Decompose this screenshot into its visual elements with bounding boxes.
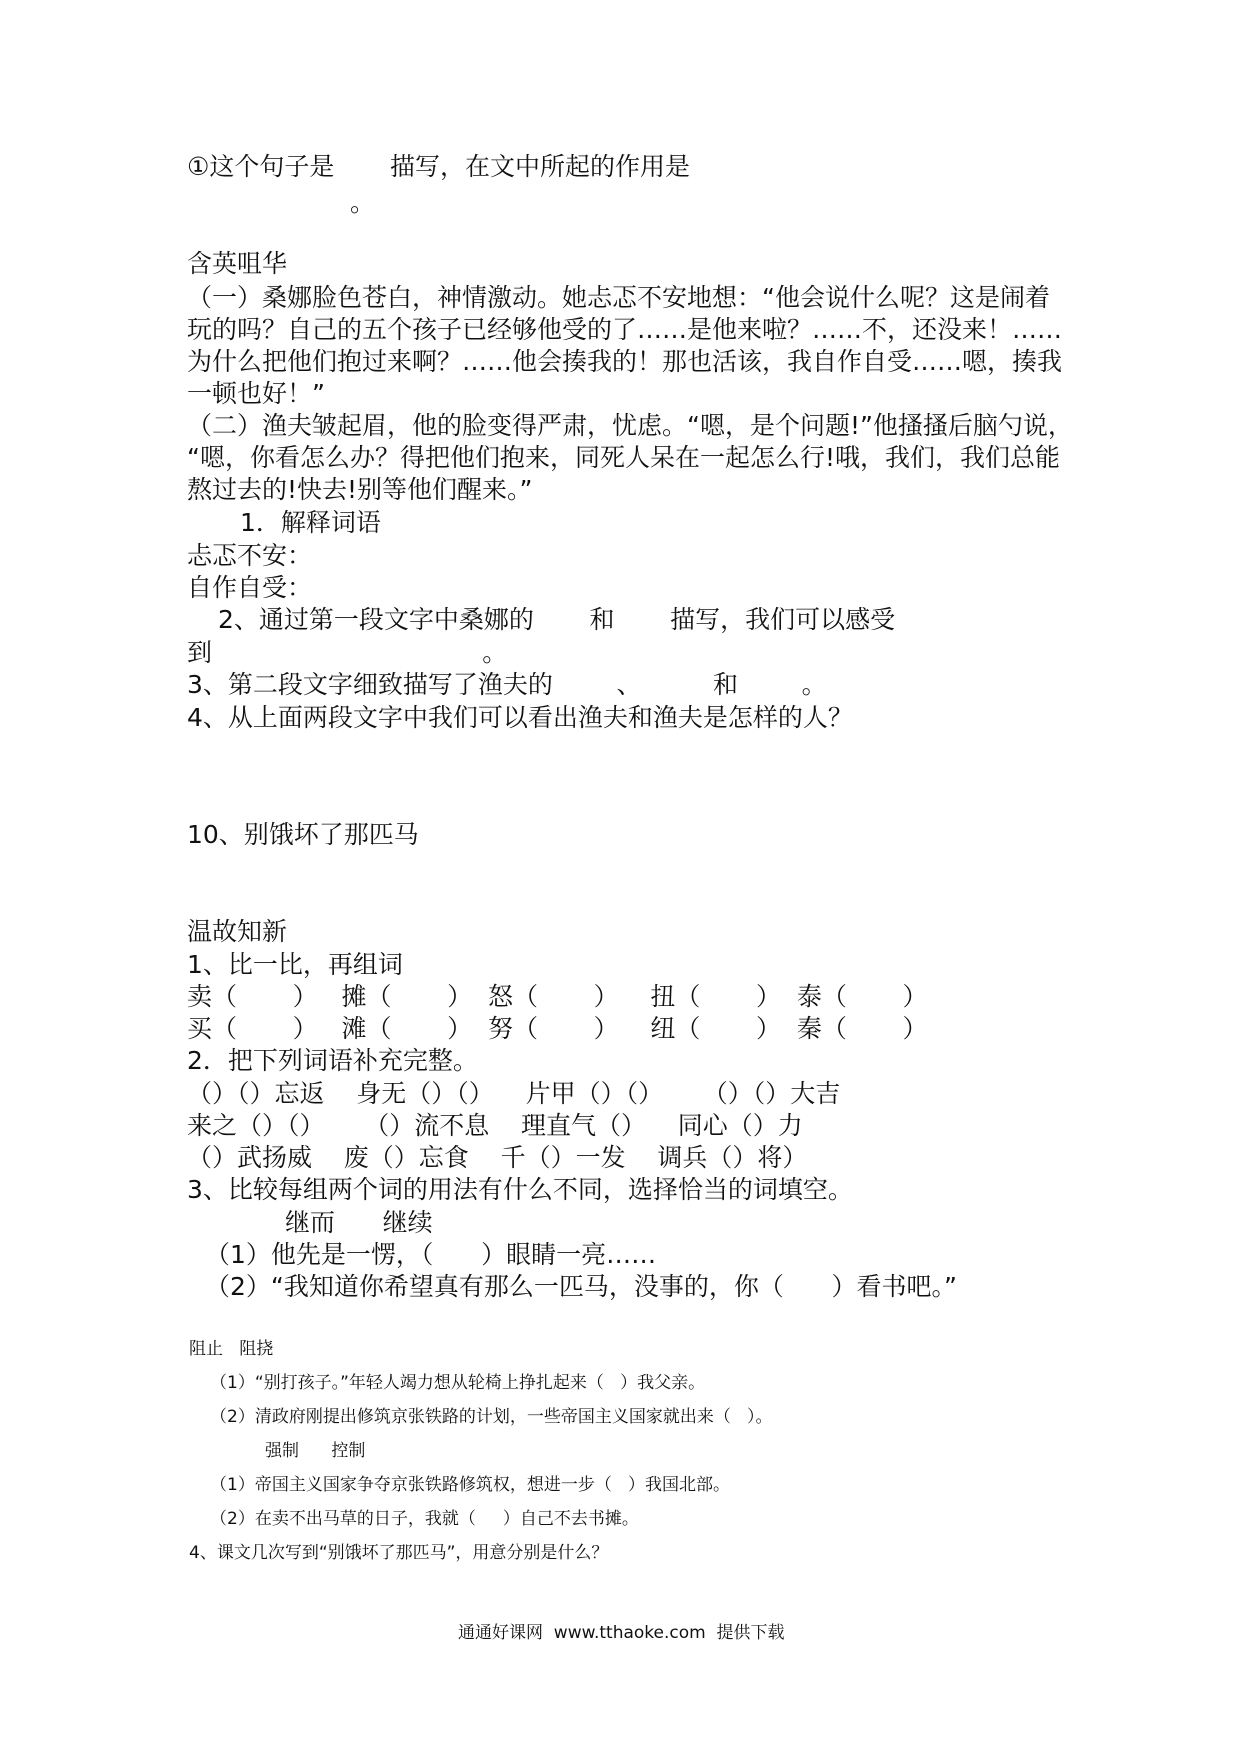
fill-sentence: （1）“别打孩子。”年轻人竭力想从轮椅上挣扎起来（ ）我父亲。 — [210, 1373, 706, 1393]
question-compare-words: 1、比一比，再组词 — [187, 950, 403, 979]
passage-1-line: 玩的吗？自己的五个孩子已经够他受的了……是他来啦？……不，还没来！…… — [187, 315, 1063, 344]
compare-row: 买（ ） 滩（ ） 努（ ） 纽（ ） 秦（ ） — [187, 1014, 928, 1043]
passage-2-line: 熬过去的!快去!别等他们醒来。” — [187, 475, 533, 504]
idiom-row: （）武扬威 废（）忘食 千（）一发 调兵（）将） — [187, 1143, 808, 1172]
answer-blank-period: 。 — [350, 188, 376, 217]
passage-1-line: 为什么把他们抱过来啊？……他会揍我的！那也活该，我自作自受……嗯，揍我 — [187, 347, 1063, 376]
question-2-continued: 到 。 — [187, 638, 508, 667]
question-complete-words: 2．把下列词语补充完整。 — [187, 1046, 478, 1075]
section-title-wengu: 温故知新 — [187, 917, 288, 946]
lesson-title: 10、别饿坏了那匹马 — [187, 820, 419, 849]
page-footer: 通通好课网 www.tthaoke.com 提供下载 — [458, 1623, 785, 1643]
passage-1-line: 一顿也好！” — [187, 379, 325, 408]
question-explain-words: 1．解释词语 — [240, 508, 381, 537]
question-sentence-description: ①这个句子是 描写，在文中所起的作用是 — [187, 152, 691, 181]
fill-sentence: （1）他先是一愣，（ ）眼睛一亮…… — [205, 1240, 657, 1269]
fill-sentence: （1）帝国主义国家争夺京张铁路修筑权，想进一步（ ）我国北部。 — [210, 1475, 731, 1495]
word-pair: 继而 继续 — [285, 1208, 433, 1237]
question-2: 2、通过第一段文字中桑娜的 和 描写，我们可以感受 — [218, 605, 896, 634]
compare-row: 卖（ ） 摊（ ） 怒（ ） 扭（ ） 泰（ ） — [187, 982, 928, 1011]
passage-2-line: （二）渔夫皱起眉，他的脸变得严肃，忧虑。“嗯，是个问题!”他搔搔后脑勺说， — [187, 411, 1073, 440]
idiom-row: 来之（）（） （）流不息 理直气（） 同心（）力 — [187, 1111, 803, 1140]
question-4-lesson: 4、课文几次写到“别饿坏了那匹马”，用意分别是什么？ — [189, 1543, 609, 1563]
question-word-usage: 3、比较每组两个词的用法有什么不同，选择恰当的词填空。 — [187, 1175, 853, 1204]
passage-2-line: “嗯，你看怎么办？得把他们抱来，同死人呆在一起怎么行!哦，我们，我们总能 — [187, 443, 1060, 472]
question-4: 4、从上面两段文字中我们可以看出渔夫和渔夫是怎样的人？ — [187, 703, 853, 732]
word-pair: 阻止 阻挠 — [189, 1339, 274, 1359]
fill-sentence: （2）在卖不出马草的日子，我就（ ）自己不去书摊。 — [210, 1509, 639, 1529]
fill-sentence: （2）清政府刚提出修筑京张铁路的计划，一些帝国主义国家就出来（ ）。 — [210, 1407, 773, 1427]
word-pair: 强制 控制 — [265, 1441, 366, 1461]
fill-sentence: （2）“我知道你希望真有那么一匹马，没事的，你（ ）看书吧。” — [205, 1272, 957, 1301]
word-item: 自作自受： — [187, 573, 313, 602]
section-title-hanying: 含英咀华 — [187, 249, 288, 278]
passage-1-line: （一）桑娜脸色苍白，神情激动。她忐忑不安地想：“他会说什么呢？这是闹着 — [187, 283, 1050, 312]
idiom-row: （）（）忘返 身无（）（） 片甲（）（） （）（）大吉 — [187, 1079, 841, 1108]
question-3: 3、第二段文字细致描写了渔夫的 、 和 。 — [187, 670, 827, 699]
word-item: 忐忑不安： — [187, 541, 313, 570]
